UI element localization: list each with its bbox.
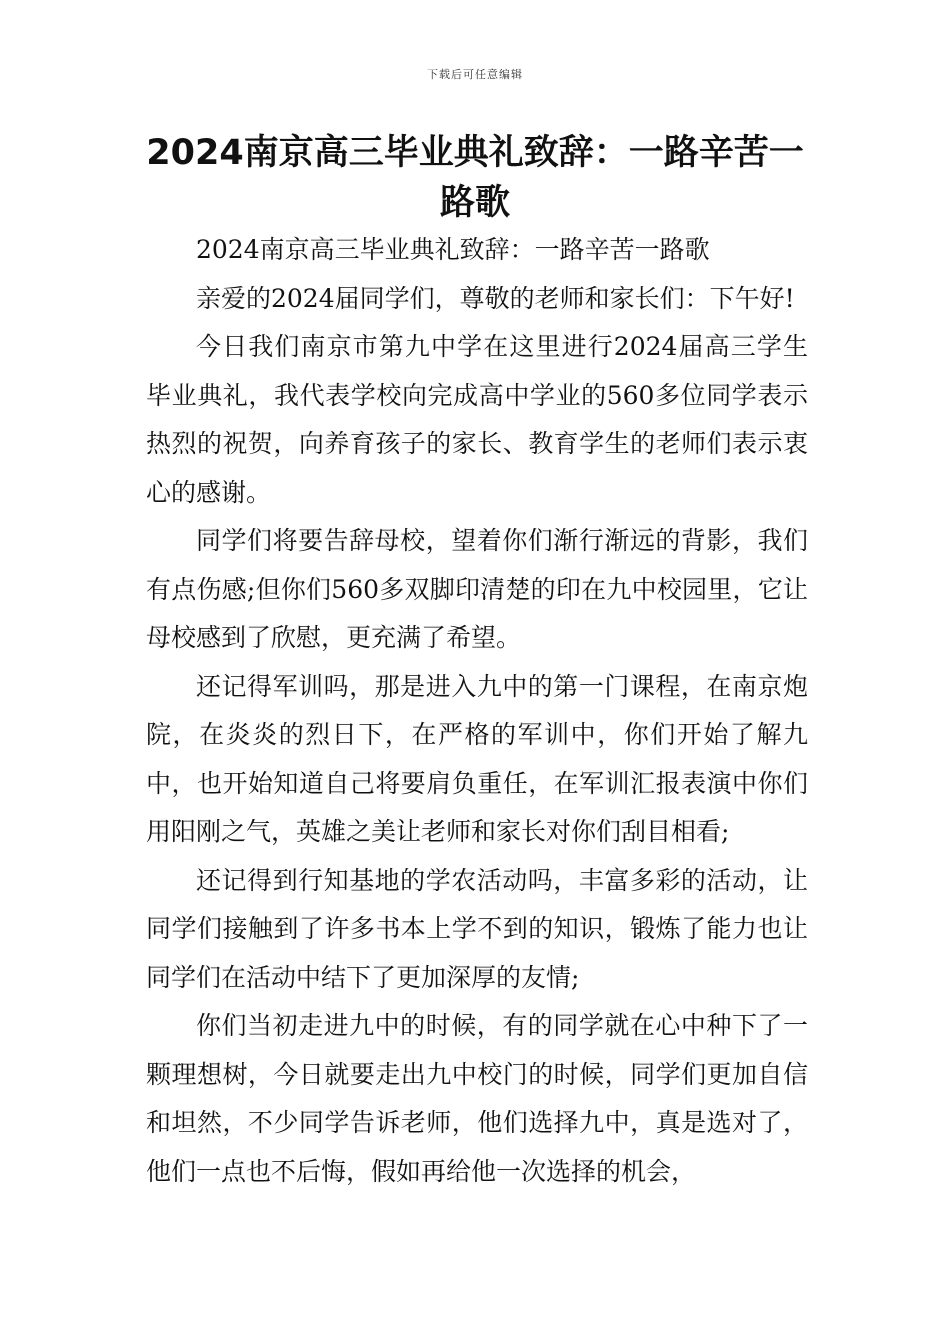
paragraph-greeting: 亲爱的2024届同学们，尊敬的老师和家长们：下午好! xyxy=(196,283,795,313)
paragraph: 还记得到行知基地的学农活动吗，丰富多彩的活动，让同学们接触到了许多书本上学不到的知识，锻炼了能力也让同学们在活动中结下了更加深厚的友情; xyxy=(146,865,808,992)
document-body xyxy=(146,226,808,1196)
paragraph: 你们当初走进九中的时候，有的同学就在心中种下了一颗理想树，今日就要走出九中校门的时候，同学们更加自信和坦然，不少同学告诉老师，他们选择九中，真是选对了，他们一点也不后悔，假如再给他一次选择的机会， xyxy=(146,1011,808,1186)
paragraph: 还记得军训吗，那是进入九中的第一门课程，在南京炮院，在炎炎的烈日下，在严格的军训中，你们开始了解九中，也开始知道自己将要肩负重任，在军训汇报表演中你们用阳刚之气，英雄之美让老师和家长对你们刮目相看; xyxy=(146,671,808,846)
paragraph: 今日我们南京市第九中学在这里进行2024届高三学生毕业典礼，我代表学校向完成高中学业的560多位同学表示热烈的祝贺，向养育孩子的家长、教育学生的老师们表示衷心的感谢。 xyxy=(146,332,808,507)
paragraph: 同学们将要告辞母校，望着你们渐行渐远的背影，我们有点伤感;但你们560多双脚印清楚的印在九中校园里，它让母校感到了欣慰，更充满了希望。 xyxy=(146,526,808,652)
paragraph-subtitle: 2024南京高三毕业典礼致辞：一路辛苦一路歌 xyxy=(196,235,710,264)
header-note: 下载后可任意编辑 xyxy=(427,68,523,81)
document-title: 2024南京高三毕业典礼致辞：一路辛苦一路歌 xyxy=(146,133,804,223)
